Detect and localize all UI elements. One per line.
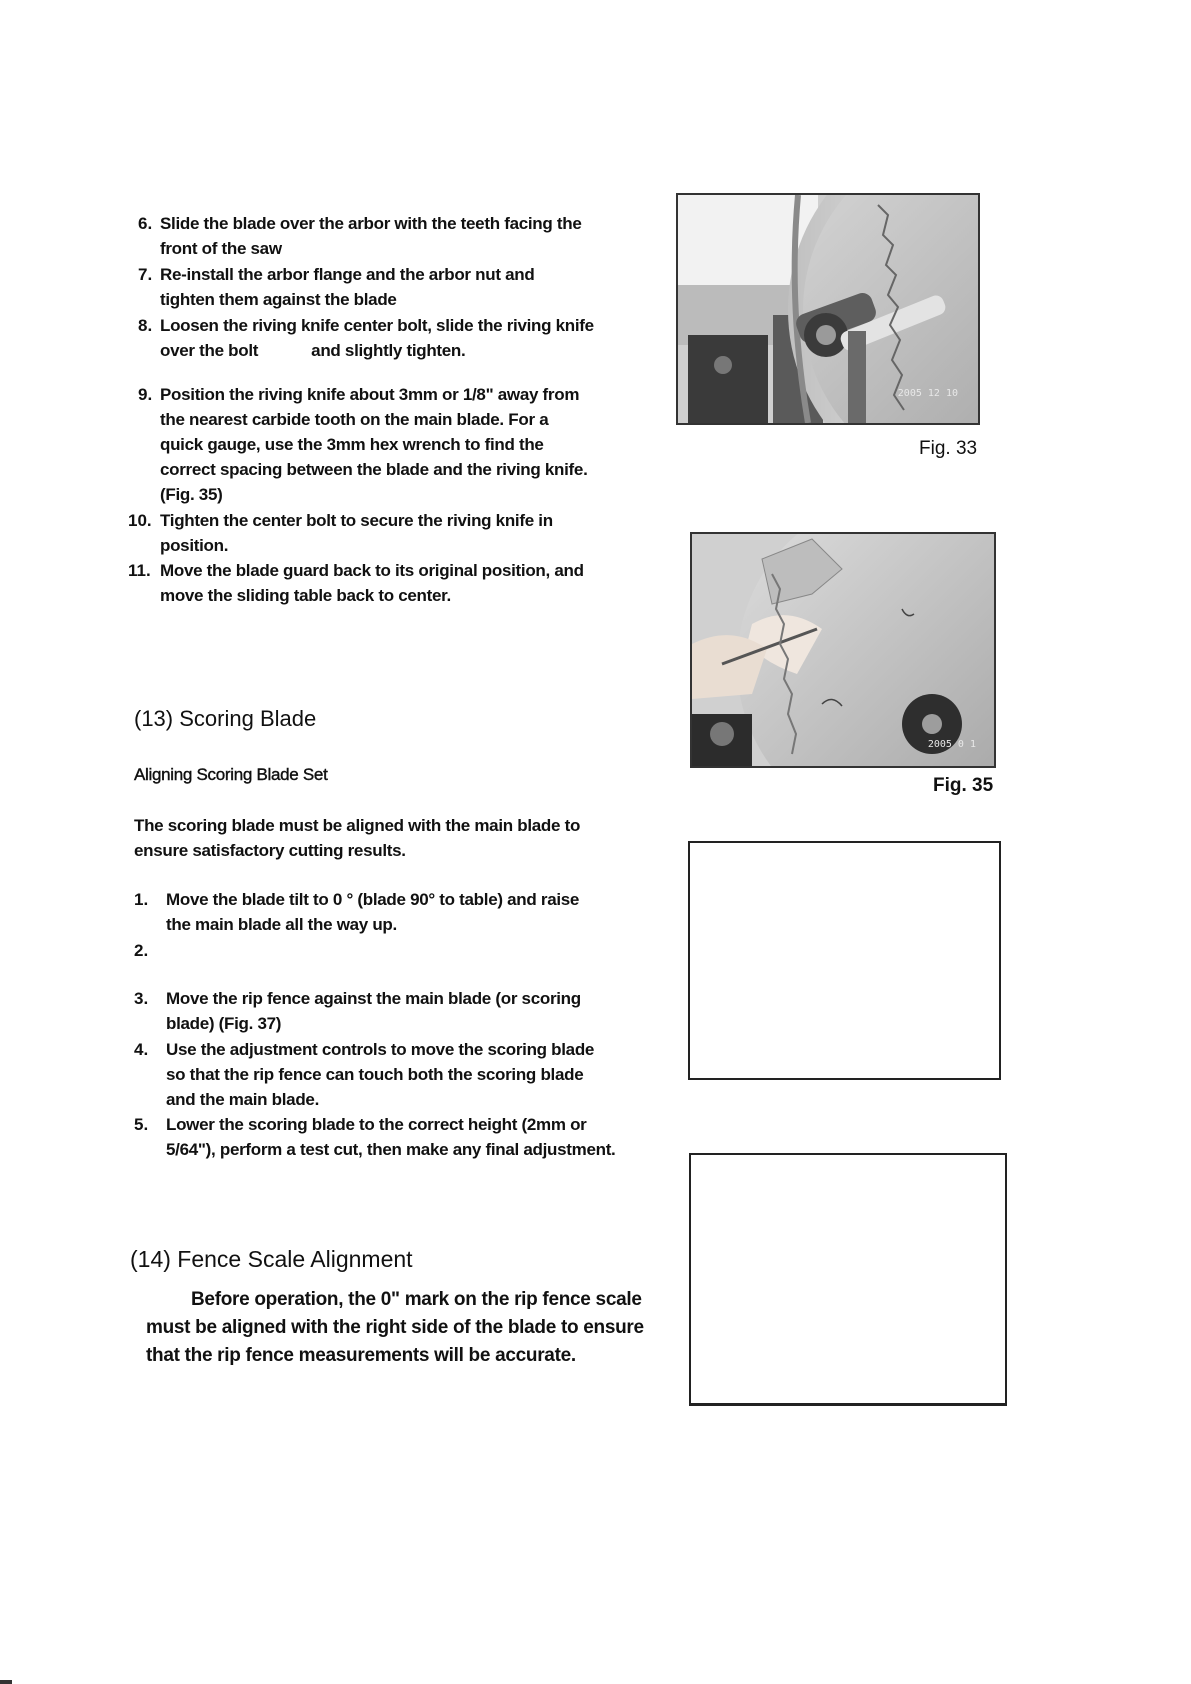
section-heading-scoring-blade: (13) Scoring Blade xyxy=(134,706,317,731)
step-number: 4. xyxy=(134,1040,149,1059)
step-text: quick gauge, use the 3mm hex wrench to find the xyxy=(160,435,544,454)
intro-text: ensure satisfactory cutting results. xyxy=(134,841,406,860)
figure-placeholder-box xyxy=(688,841,1001,1080)
step-text: correct spacing between the blade and the riving knife. xyxy=(160,460,588,479)
figure-placeholder-box xyxy=(689,1153,1007,1406)
step-number: 2. xyxy=(134,941,149,960)
step-number: 6. xyxy=(138,214,153,233)
intro-text: The scoring blade must be aligned with the main blade to xyxy=(134,816,581,835)
section-paragraph: that the rip fence measurements will be accurate. xyxy=(146,1345,576,1366)
page-edge-mark xyxy=(0,1680,12,1684)
photo-date-stamp: 2005 0 1 xyxy=(927,739,976,750)
section-heading-fence-scale-alignment: (14) Fence Scale Alignment xyxy=(130,1246,413,1272)
step-text: tighten them against the blade xyxy=(160,290,397,309)
step-text: Move the blade tilt to 0 ° (blade 90° to table) and raise xyxy=(166,890,580,909)
step-number: 10. xyxy=(128,511,152,530)
figure-33-caption: Fig. 33 xyxy=(919,438,978,459)
step-text: front of the saw xyxy=(160,239,282,258)
figure-35-caption: Fig. 35 xyxy=(933,775,994,796)
riving-knife-hex-wrench-image xyxy=(692,534,994,766)
step-text: Tighten the center bolt to secure the riving knife in xyxy=(160,511,553,530)
step-text: Position the riving knife about 3mm or 1/8" away from xyxy=(160,385,580,404)
step-text: Lower the scoring blade to the correct height (2mm or xyxy=(166,1115,587,1134)
step-text: blade) (Fig. 37) xyxy=(166,1014,282,1033)
step-text: Move the rip fence against the main blade (or scoring xyxy=(166,989,581,1008)
step-text: position. xyxy=(160,536,229,555)
step-number: 5. xyxy=(134,1115,149,1134)
step-text: so that the rip fence can touch both the scoring blade xyxy=(166,1065,584,1084)
step-number: 7. xyxy=(138,265,153,284)
step-text: Re-install the arbor flange and the arbor nut and xyxy=(160,265,535,284)
step-text: and the main blade. xyxy=(166,1090,319,1109)
step-number: 9. xyxy=(138,385,153,404)
step-text: over the bolt and slightly tighten. xyxy=(160,341,466,360)
step-text: the main blade all the way up. xyxy=(166,915,397,934)
subheading-aligning-scoring-blade-set: Aligning Scoring Blade Set xyxy=(134,765,328,784)
step-text: 5/64"), perform a test cut, then make any final adjustment. xyxy=(166,1140,616,1159)
step-number: 1. xyxy=(134,890,149,909)
step-text: (Fig. 35) xyxy=(160,485,223,504)
photo-date-stamp: 2005 12 10 xyxy=(897,388,958,399)
figure-35-photo xyxy=(690,532,996,768)
step-text: Loosen the riving knife center bolt, slide the riving knife xyxy=(160,316,594,335)
step-number: 11. xyxy=(128,561,151,580)
section-paragraph: Before operation, the 0" mark on the rip fence scale xyxy=(191,1289,642,1310)
step-text: move the sliding table back to center. xyxy=(160,586,451,605)
step-number: 3. xyxy=(134,989,149,1008)
step-text: Use the adjustment controls to move the scoring blade xyxy=(166,1040,595,1059)
step-text: Slide the blade over the arbor with the teeth facing the xyxy=(160,214,582,233)
figure-33-photo xyxy=(676,193,980,425)
step-text: the nearest carbide tooth on the main blade. For a xyxy=(160,410,549,429)
step-number: 8. xyxy=(138,316,153,335)
step-text: Move the blade guard back to its original position, and xyxy=(160,561,584,580)
section-paragraph: must be aligned with the right side of the blade to ensure xyxy=(146,1317,644,1338)
